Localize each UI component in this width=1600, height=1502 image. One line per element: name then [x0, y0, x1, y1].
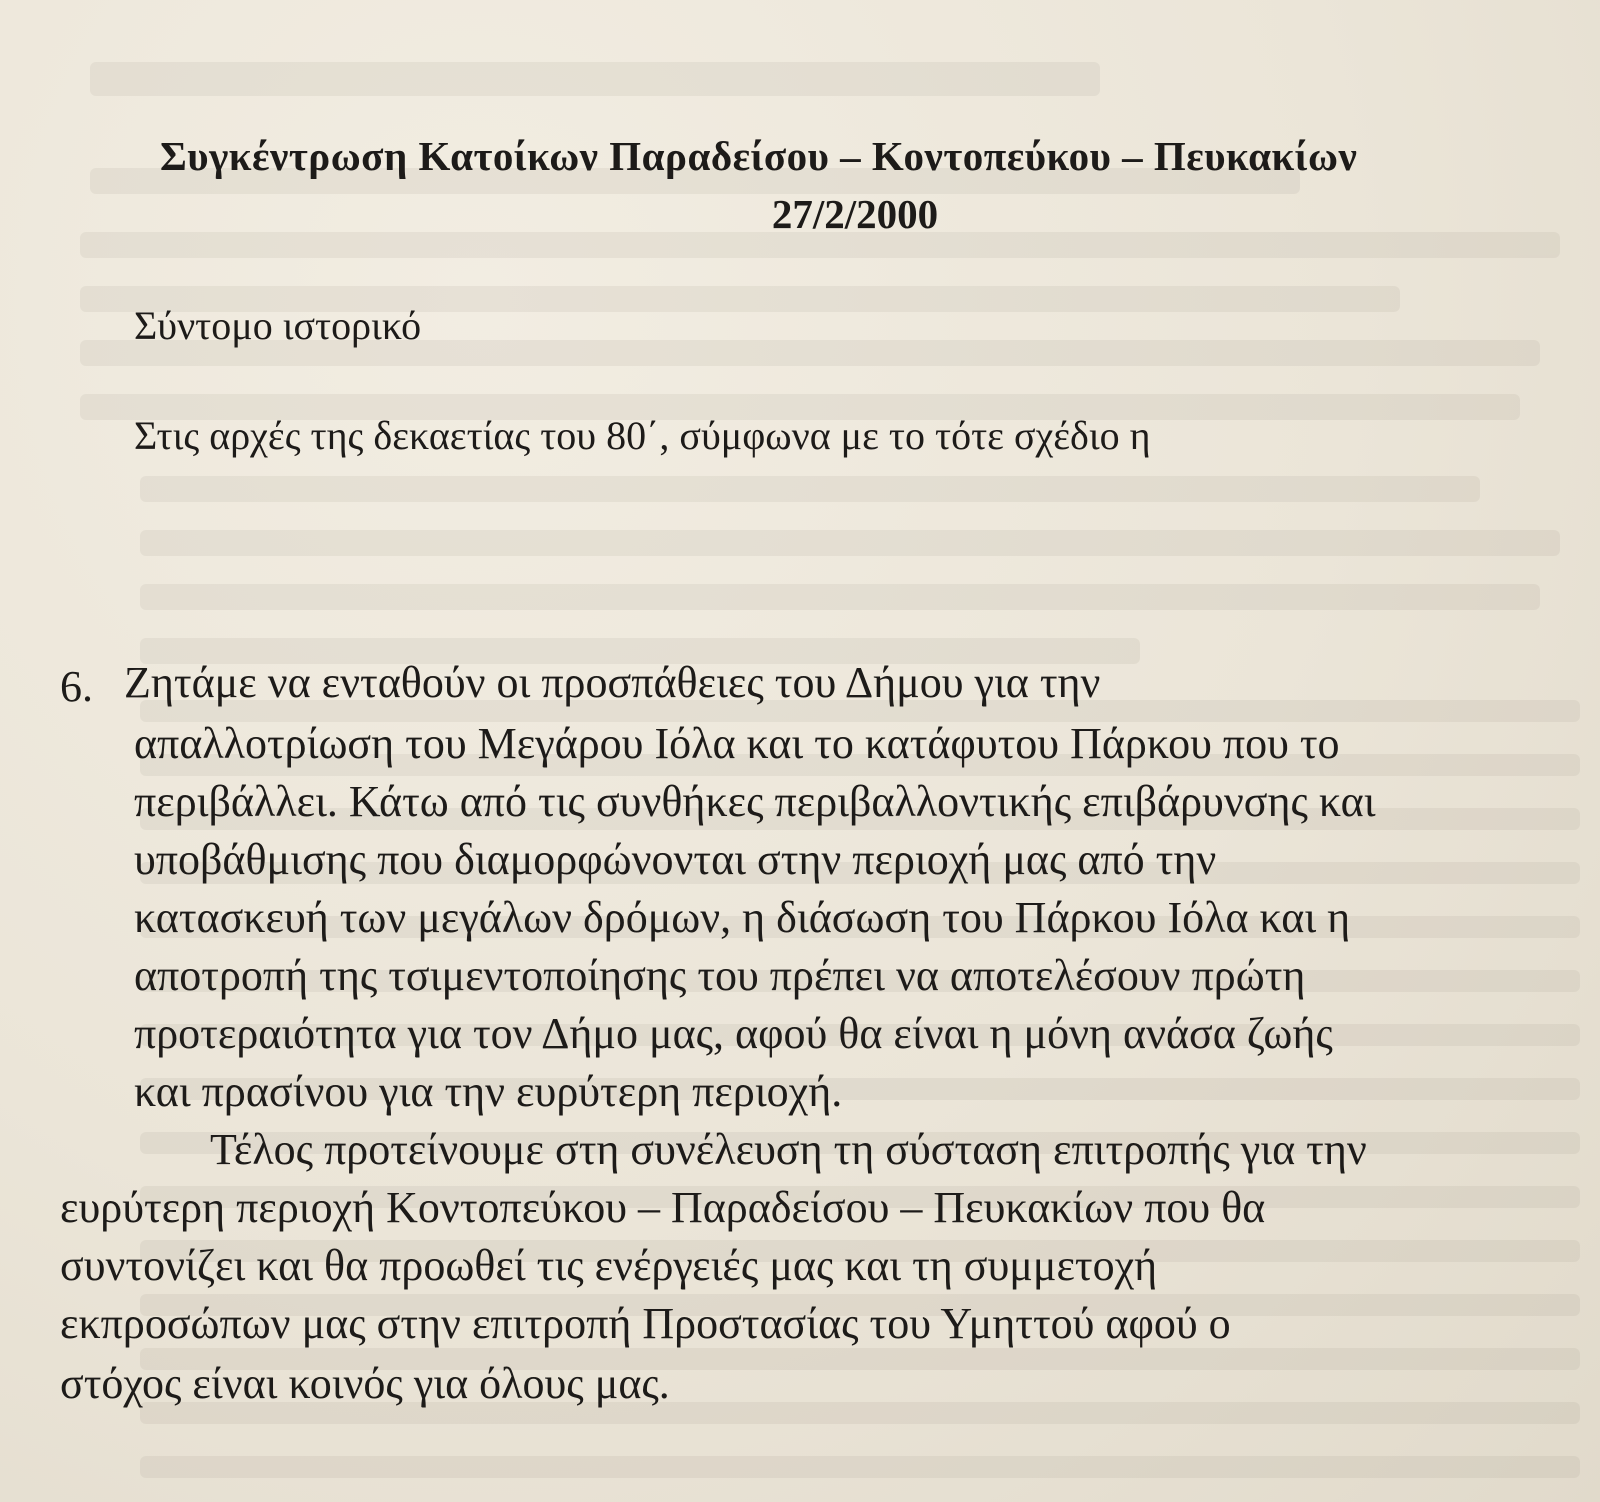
- item-line: αποτροπή της τσιμεντοποίησης του πρέπει να αποτελέσουν πρώτη: [134, 951, 1306, 1000]
- item-line: προτεραιότητα για τον Δήμο μας, αφού θα είναι η μόνη ανάσα ζωής: [134, 1009, 1333, 1058]
- item-line: απαλλοτρίωση του Μεγάρου Ιόλα και το κατάφυτου Πάρκου που το: [134, 719, 1340, 768]
- intro-line: Στις αρχές της δεκαετίας του 80΄, σύμφωνα με το τότε σχέδιο η: [134, 413, 1151, 458]
- item-line: και πρασίνου για την ευρύτερη περιοχή.: [134, 1067, 843, 1116]
- item-line: Ζητάμε να ενταθούν οι προσπάθειες του Δήμου για την: [124, 658, 1101, 707]
- document-title: Συγκέντρωση Κατοίκων Παραδείσου – Κοντοπεύκου – Πευκακίων: [160, 133, 1358, 179]
- item-line: κατασκευή των μεγάλων δρόμων, η διάσωση του Πάρκου Ιόλα και η: [134, 893, 1351, 942]
- closing-line: εκπροσώπων μας στην επιτροπή Προστασίας του Υμηττού αφού ο: [60, 1299, 1231, 1348]
- item-number: 6.: [60, 662, 93, 711]
- item-line: περιβάλλει. Κάτω από τις συνθήκες περιβαλλοντικής επιβάρυνσης και: [134, 777, 1376, 826]
- closing-line: ευρύτερη περιοχή Κοντοπεύκου – Παραδείσου – Πευκακίων που θα: [60, 1183, 1266, 1232]
- closing-line: συντονίζει και θα προωθεί τις ενέργειές μας και τη συμμετοχή: [60, 1241, 1158, 1290]
- closing-line: στόχος είναι κοινός για όλους μας.: [60, 1359, 670, 1408]
- closing-line: Τέλος προτείνουμε στη συνέλευση τη σύσταση επιτροπής για την: [210, 1125, 1367, 1174]
- section-heading: Σύντομο ιστορικό: [134, 303, 422, 348]
- item-line: υποβάθμισης που διαμορφώνονται στην περιοχή μας από την: [134, 835, 1217, 884]
- document-date: 27/2/2000: [771, 191, 939, 237]
